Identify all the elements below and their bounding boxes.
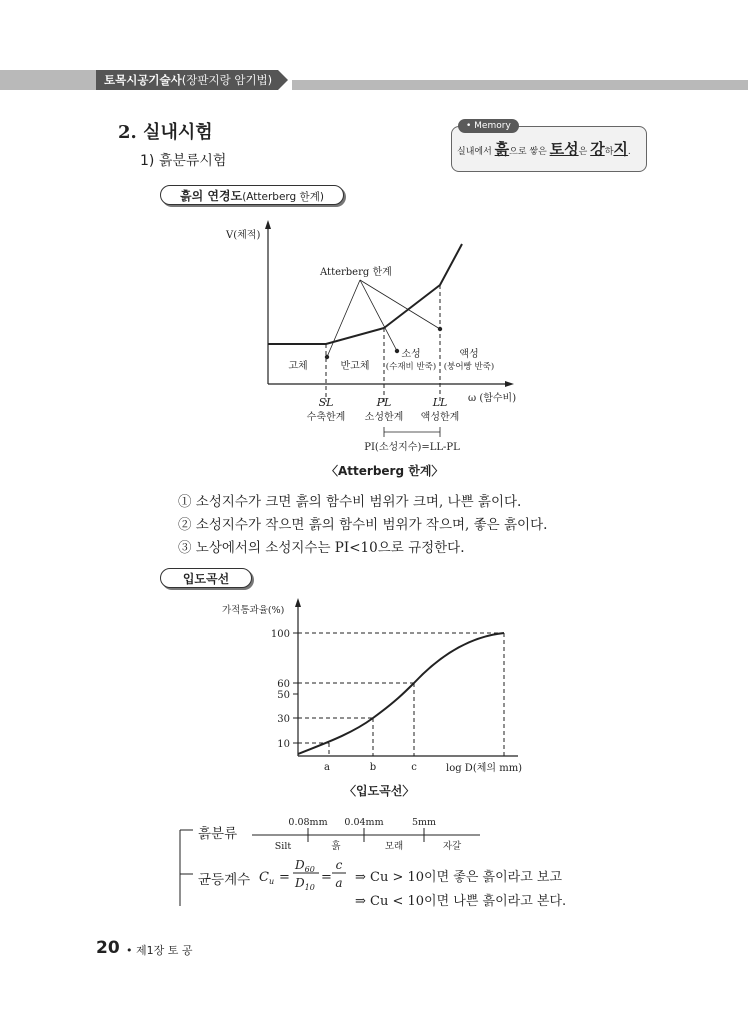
limit-ll: LL [432, 396, 448, 409]
grad-x-label: log D(체의 mm) [446, 763, 523, 774]
frac-a: a [335, 876, 343, 890]
state-plastic-note: (수재비 반죽) [385, 362, 437, 372]
state-solid: 고체 [288, 361, 308, 372]
uniformity-rule-1: ⇒ Cu > 10이면 좋은 흙이라고 보고 [355, 870, 563, 885]
grad-y-label: 가적통과율(%) [222, 605, 285, 616]
limit-sl-name: 수축한계 [306, 412, 346, 423]
atterberg-caption: 〈Atterberg 한계〉 [326, 464, 444, 478]
cu-symbol: $C_u$ [259, 870, 275, 886]
note-3: ③ 노상에서의 소성지수는 PI<10으로 규정한다. [178, 540, 465, 556]
y-tick-10: 10 [277, 739, 290, 750]
book-subtitle: (장판지랑 암기법) [181, 73, 273, 87]
uniformity-rule-2: ⇒ Cu < 10이면 나쁜 흙이라고 본다. [355, 894, 567, 909]
atterberg-x-label: ω (함수비) [468, 393, 517, 404]
limit-pl-name: 소성한계 [364, 412, 404, 423]
class-sand: 모래 [384, 841, 404, 852]
y-tick-30: 30 [277, 714, 290, 725]
equals-2: = [321, 870, 332, 885]
classification-label: 흙분류 [198, 826, 238, 842]
uniformity-label: 균등계수 [198, 872, 251, 888]
atterberg-pill: 흙의 연경도(Atterberg 한계) [160, 185, 344, 205]
state-plastic: 소성 [401, 349, 421, 360]
d60: $D_{60}$ [295, 858, 315, 874]
class-soil: 흙 [331, 841, 341, 852]
book-title: 토목시공기술사 [104, 73, 182, 87]
size-5: 5mm [411, 817, 437, 828]
y-tick-100: 100 [270, 629, 290, 640]
x-tick-b: b [369, 762, 377, 773]
limit-pl: PL [376, 396, 392, 409]
state-liquid: 액성 [459, 349, 479, 360]
note-1: ① 소성지수가 크면 흙의 함수비 범위가 크며, 나쁜 흙이다. [178, 494, 522, 510]
state-liquid-note: (붕어빵 반죽) [443, 362, 495, 372]
limit-sl: SL [318, 396, 334, 409]
y-tick-60: 60 [277, 679, 290, 690]
gradation-caption: 〈입도곡선〉 [344, 784, 415, 798]
gradation-pill: 입도곡선 [160, 568, 252, 588]
state-semisolid: 반고체 [340, 361, 370, 372]
d10: $D_{10}$ [295, 876, 315, 892]
memory-tag: • Memory [458, 119, 519, 133]
note-2: ② 소성지수가 작으면 흙의 함수비 범위가 작으며, 좋은 흙이다. [178, 517, 548, 533]
size-004: 0.04mm [344, 817, 384, 828]
x-tick-a: a [324, 762, 330, 773]
section-title: 2. 실내시험 [118, 122, 213, 143]
frac-c: c [335, 858, 343, 872]
page-number: 20 [96, 938, 120, 958]
atterberg-annotation: Atterberg 한계 [320, 267, 392, 278]
class-gravel: 자갈 [442, 841, 462, 852]
atterberg-y-label: V(체적) [226, 230, 261, 241]
y-tick-50: 50 [277, 690, 290, 701]
subsection-title: 1) 흙분류시험 [140, 153, 227, 169]
memory-text: 실내에서 흙으로 쌓은 토성은 강하지. [457, 140, 631, 158]
limit-ll-name: 액성한계 [420, 412, 460, 423]
pi-formula: PI(소성지수)=LL-PL [364, 442, 460, 453]
x-tick-c: c [411, 762, 417, 773]
chapter-label: • 제1장 토 공 [126, 944, 193, 957]
equals-1: = [279, 870, 290, 885]
size-008: 0.08mm [288, 817, 328, 828]
class-silt: Silt [274, 841, 292, 852]
